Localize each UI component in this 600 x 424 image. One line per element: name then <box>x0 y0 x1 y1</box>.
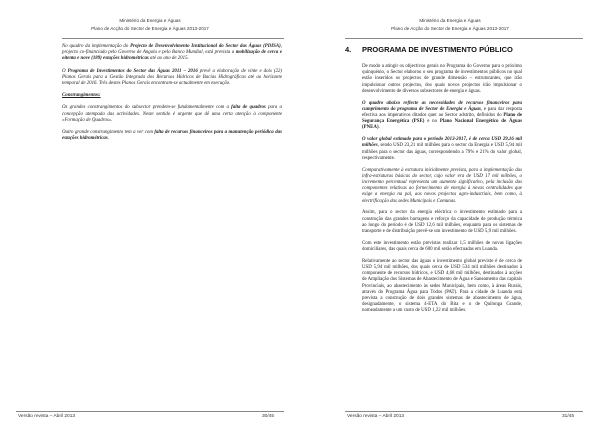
footer-rule <box>16 411 284 412</box>
paragraph-water-investment: Relativamente ao sector das águas o investimento global previsto é de cerca de USD 5,94 mil milhões, dos quais cerca de USD 534 mil milhões destinados à componente de recursos hídricos, e USD 4,68 mil milhões, destinados à acções de Ampliação dos Sistemas de Abastecimento de Água e Saneamento das capitais Provinciais, ao abastecimento às sedes Municipais, bem como, à áreas Rurais, através do Programa Água para Todos (PAT). Para a cidade de Luanda está prevista a construção de dois grandes sistemas de abastecimento de água, designadamente, o sistema 4-ETA do Bita e o de Quilonga Grande, nomeadamente a um custo de USD 1,22 mil milhões. <box>362 258 522 314</box>
page-header-left <box>0 17 300 33</box>
header-ministry: Ministério da Energia e Águas <box>419 18 481 23</box>
paragraph-constraints-staff: Os grandes constrangimentos do subsector prendem-se fundamentalmente com a falta de quadros para a concepção atempada das actividades. Neste sentido é urgente que dê uma certa atenção à componente «Formação de Quadros». <box>62 105 283 123</box>
header-plan: Plano de Acção do Sector de Energia e Águas 2013-2017 <box>391 26 509 31</box>
paragraph-connections: Com este investimento estão previstas realizar 1,5 milhões de novas ligações domiciliares, das quais cerca de 600 mil serão efectuadas em Luanda. <box>362 240 522 253</box>
header-ministry: Ministério da Energia e Águas <box>119 18 181 23</box>
section-title: PROGRAMA DE INVESTIMENTO PÚBLICO <box>362 45 513 54</box>
page-header-right <box>300 17 600 33</box>
left-page-body <box>62 44 282 148</box>
footer-page-number: 31/45 <box>562 414 575 419</box>
paragraph-investment-program: O Programa de Investimentos do Sector das Águas 2011 – 2016 prevê a elaboração de vinte e dois (22) Planos Gerais para a Gestão Integrada dos Recursos Hídricos de Bacias Hidrográficas até ao horizonte temporal de 2016. Três destes Planos Gerais encontram-se actualmente em execução. <box>62 68 282 87</box>
header-plan: Plano de Acção do Sector de Energia e Águas 2013-2017 <box>91 26 209 31</box>
paragraph-energy-investment: Assim, para o sector da energia eléctrica o investimento estimado para a construção das grandes barragens e reforço da capacidade de produção térmica ao longo do período é de USD 12,6 mil milhões, enquanto para os sistemas de transporte e de distribuição prevê-se um investimento de USD 5,9 mil milhões. <box>362 210 522 235</box>
header-rule <box>62 38 284 39</box>
right-page-body <box>362 64 522 320</box>
section-number: 4. <box>345 45 352 54</box>
paragraph-comparison: Comparativamente à estrutura inicialmente prevista, para a implementação das infra-estruturas básicas do sector, cujo valor era de USD 17 mil milhões, o incremento percentual representa um aumento significativo, pela inclusão das componentes relativas ao fornecimento de energia à novas centralidades que exige a energia na pal, aos novos projectos agro-industriais, bem como, à electrificação das sedes Municipais e Comunas. <box>362 167 522 204</box>
constraints-heading: Constrangimentos: <box>62 93 101 99</box>
footer-version: Versão revista – Abril 2013 <box>18 414 76 419</box>
header-rule <box>345 38 583 39</box>
paragraph-objectives: De modo a atingir os objectivos gerais no Programa do Governo para o próximo quinquénio, o Sector elaborou o seu programa de investimentos públicos no qual estão inseridos os projectos de grande dimensão – estruturantes, que irão impulsionar outros projectos, dos quais novos projectos irão impulsionar o desenvolvimento de diversos subsectores de energia e águas. <box>362 64 522 94</box>
footer-rule <box>345 411 583 412</box>
paragraph-pdisa: No quadro da implementação do Projecto de Desenvolvimento Institucional do Sector das Águas (PDISA), projecto co-financiado pelo Governo de Angola e pelo Banco Mundial, está prevista a mobilização de cerca e oitenta e nove (189) estações hidrométricas até ao ano de 2015. <box>62 44 283 62</box>
paragraph-global-value: O valor global estimado para o período 2013-2017, é de cerca USD 29,16 mil milhões, sendo USD 23,21 mil milhões para o sector da Energia e USD 5,94 mil milhões para o sector das águas, correspondendo a 79% e 21% do valor global, respectivamente. <box>362 137 522 161</box>
paragraph-constraints-finance: Outro grande constrangimento tem a ver com falta de recursos financeiros para a manutenção periódica das estações hidrométricas. <box>62 130 282 142</box>
footer-version: Versão revista – Abril 2013 <box>347 414 405 419</box>
paragraph-financial-needs: O quadro abaixo reflecte as necessidades de recursos financeiros para cumprimento do programa de Sector de Energia e Águas, e para dar resposta efectiva aos imperativos ditados quer ao Sector adstrito, definidos do Plano de Segurança Energética (PSE) e no Plano Nacional Energético de Águas (PNEA). <box>362 100 522 131</box>
footer-page-number: 30/45 <box>262 414 275 419</box>
